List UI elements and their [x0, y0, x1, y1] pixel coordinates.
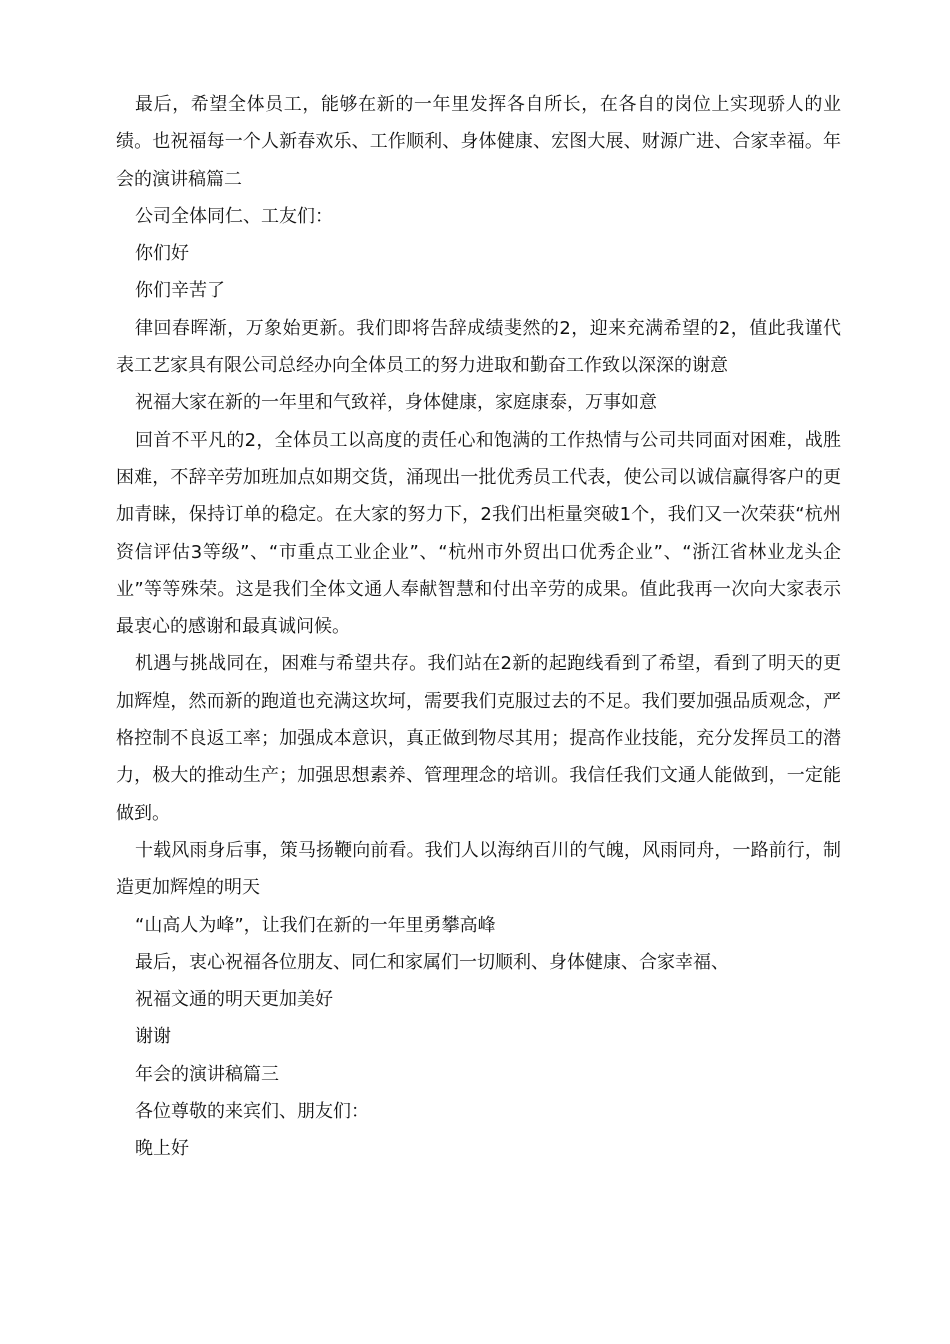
paragraph-closing-wishes: 最后，希望全体员工，能够在新的一年里发挥各自所长，在各自的岗位上实现骄人的业绩。也祝福每一个人新春欢乐、工作顺利、身体健康、宏图大展、财源广进、合家幸福。年会的演讲稿篇二: [116, 94, 841, 190]
paragraph-guests-salutation: 各位尊敬的来宾们、朋友们：: [135, 1101, 369, 1123]
paragraph-thank-you: 谢谢: [135, 1026, 171, 1048]
paragraph-thanks-hard-work: 你们辛苦了: [135, 280, 225, 302]
paragraph-challenges: 机遇与挑战同在，困难与希望共存。我们站在2新的起跑线看到了希望，看到了明天的更加辉煌，然而新的跑道也充满这坎坷，需要我们克服过去的不足。我们要加强品质观念，严格控制不良返工率；加强成本意识，真正做到物尽其用；提高作业技能，充分发挥员工的潜力，极大的推动生产；加强思想素养、管理理念的培训。我信任我们文通人能做到，一定能做到。: [116, 653, 841, 824]
document-page: [116, 86, 841, 1168]
paragraph-company-future: 祝福文通的明天更加美好: [135, 989, 333, 1011]
paragraph-final-wishes: 最后，衷心祝福各位朋友、同仁和家属们一切顺利、身体健康、合家幸福、: [135, 951, 729, 973]
paragraph-motto: “山高人为峰”，让我们在新的一年里勇攀高峰: [135, 914, 496, 936]
paragraph-good-evening: 晚上好: [135, 1138, 189, 1160]
section-heading-speech-three: 年会的演讲稿篇三: [135, 1063, 279, 1085]
paragraph-look-forward: 十载风雨身后事，策马扬鞭向前看。我们人以海纳百川的气魄，风雨同舟，一路前行，制造更加辉煌的明天: [116, 839, 841, 899]
paragraph-review: 回首不平凡的2，全体员工以高度的责任心和饱满的工作热情与公司共同面对困难，战胜困难，不辞辛劳加班加点如期交货，涌现出一批优秀员工代表，使公司以诚信赢得客户的更加青睐，保持订单的稳定。在大家的努力下，2我们出柜量突破1个，我们又一次荣获“杭州资信评估3等级”、“市重点工业企业”、“杭州市外贸出口优秀企业”、“浙江省林业龙头企业”等等殊荣。这是我们全体文通人奉献智慧和付出辛劳的成果。值此我再一次向大家表示最衷心的感谢和最真诚问候。: [116, 429, 841, 638]
paragraph-greeting: 你们好: [135, 243, 189, 265]
paragraph-new-year-thanks: 律回春晖渐，万象始更新。我们即将告辞成绩斐然的2，迎来充满希望的2，值此我谨代表工艺家具有限公司总经办向全体员工的努力进取和勤奋工作致以深深的谢意: [116, 317, 841, 377]
paragraph-blessing: 祝福大家在新的一年里和气致祥，身体健康，家庭康泰，万事如意: [135, 392, 657, 414]
paragraph-salutation: 公司全体同仁、工友们：: [135, 205, 333, 227]
